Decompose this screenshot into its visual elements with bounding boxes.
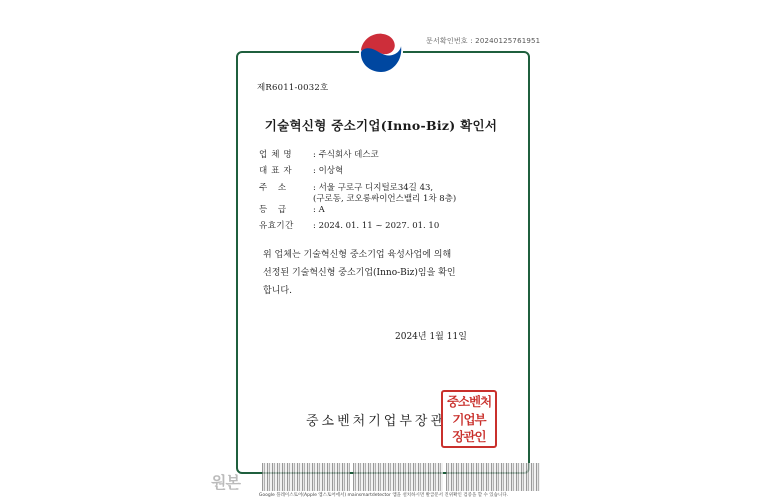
- field-label: 주 소: [259, 183, 291, 193]
- info-row-validity: [259, 221, 439, 232]
- certificate-title: 기술혁신형 중소기업(Inno-Biz) 확인서: [264, 118, 498, 133]
- body-line: 합니다.: [263, 286, 292, 296]
- field-value: : 이상혁: [313, 166, 344, 176]
- government-emblem-icon: [357, 28, 405, 76]
- info-row-company: [259, 150, 379, 161]
- info-row-representative: [259, 166, 343, 177]
- field-value: : 주식회사 데스코: [313, 150, 379, 160]
- official-seal-stamp: [441, 390, 497, 448]
- certificate-number: 제R6011-0032호: [257, 83, 329, 93]
- field-label: 업체명: [259, 150, 296, 160]
- security-barcode-strip: [262, 463, 350, 491]
- body-line: 선정된 기술혁신형 중소기업(Inno-Biz)임을 확인: [263, 268, 456, 278]
- field-value: : A: [313, 205, 325, 215]
- seal-line: 장관인: [452, 429, 486, 444]
- security-barcode-strip: [446, 463, 540, 491]
- issue-date: 2024년 1월 11일: [395, 332, 467, 342]
- original-copy-mark: 원본: [211, 473, 240, 492]
- field-label: 대표자: [259, 166, 296, 176]
- security-barcode-strip: [353, 463, 443, 491]
- field-label: 등 급: [259, 205, 291, 215]
- verification-footer-note: Google 플레이스토어(Apple 앱스토어에서) mainsmartdetector 앱을 설치하시면 발급문서 진위확인 검증을 할 수 있습니다.: [258, 493, 509, 498]
- certificate-body-text: [263, 246, 513, 300]
- field-value: : 2024. 01. 11 ~ 2027. 01. 10: [313, 221, 440, 231]
- seal-line: 기업부: [452, 411, 486, 427]
- issuer-name: 중소벤처기업부장관: [306, 414, 447, 429]
- field-label: 유효기간: [259, 221, 294, 231]
- document-confirmation-number: 문서확인번호 : 20240125761951: [426, 37, 541, 45]
- body-line: 위 업체는 기술혁신형 중소기업 육성사업에 의해: [263, 250, 452, 260]
- field-value: : 서울 구로구 디지털로34길 43,: [313, 183, 434, 193]
- info-row-address: [259, 183, 456, 205]
- info-row-grade: [259, 205, 325, 216]
- seal-line: 중소벤처: [446, 394, 492, 409]
- field-value-line2: (구로동, 코오롱싸이언스밸리 1차 8층): [313, 194, 457, 204]
